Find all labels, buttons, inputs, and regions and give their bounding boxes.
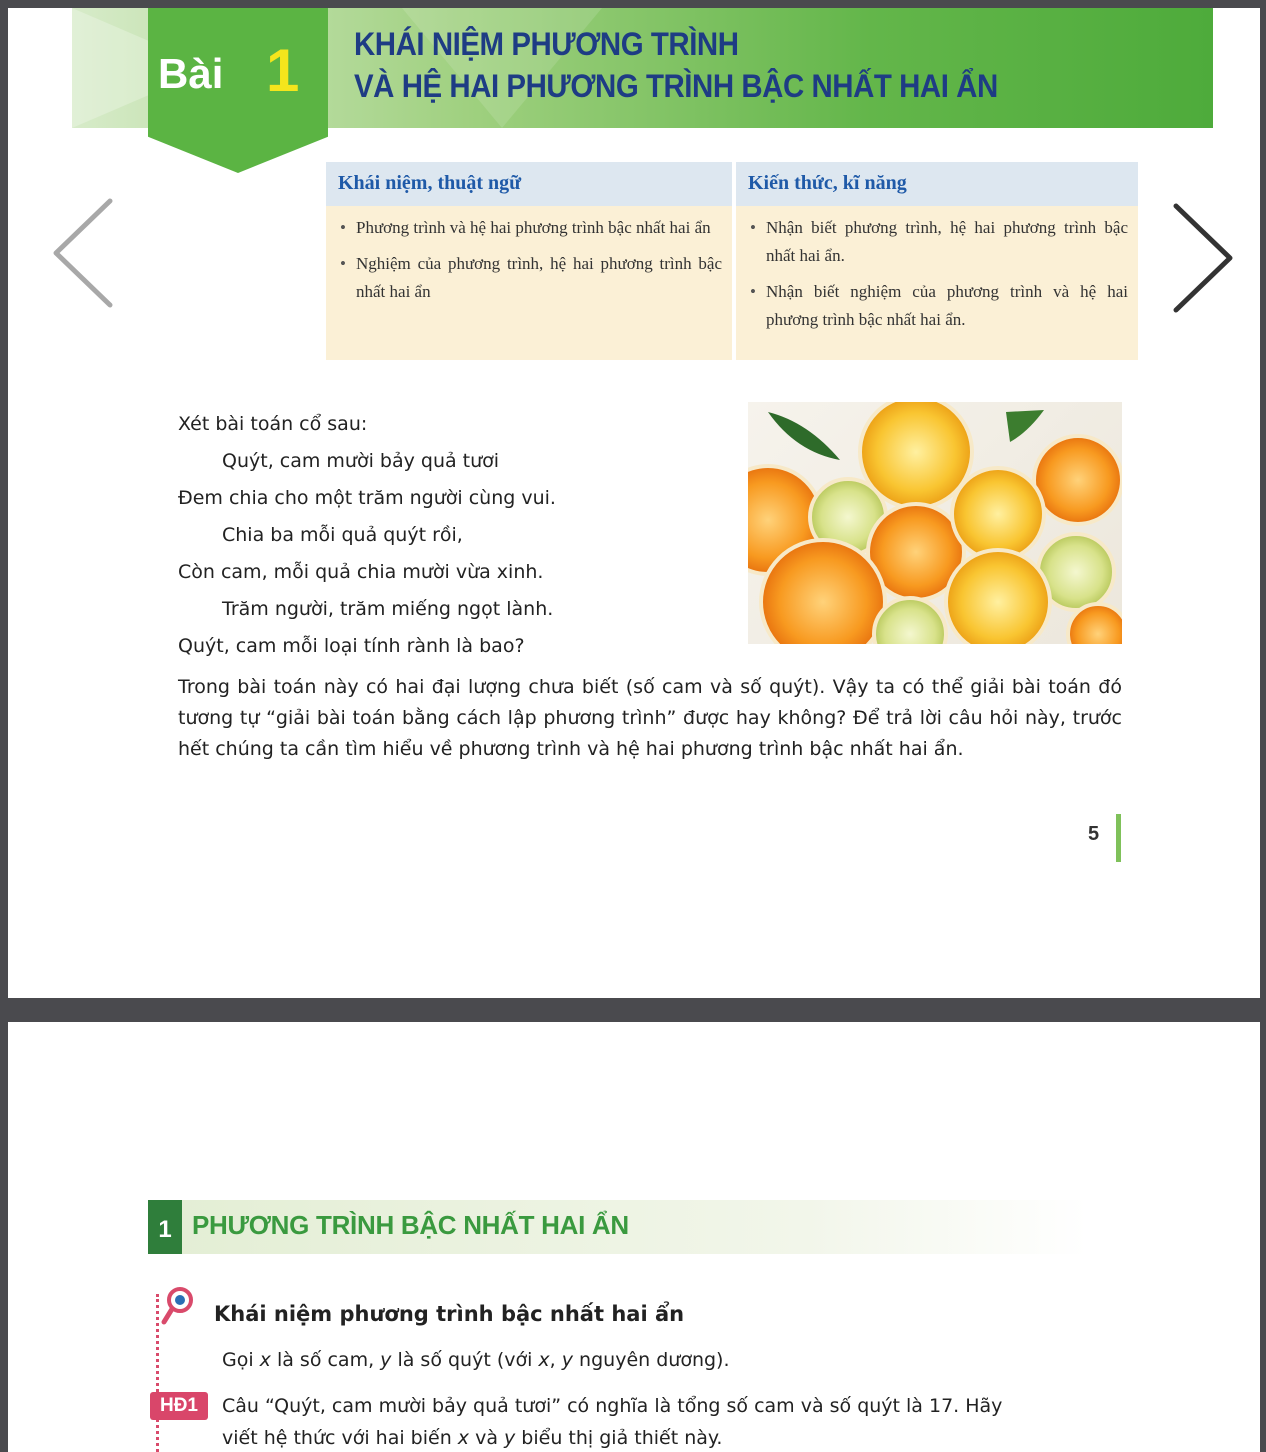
lesson-label-number: 1	[266, 37, 300, 104]
definition-line: Gọi x là số cam, y là số quýt (với x, y nguyên dương).	[222, 1349, 730, 1371]
activity-text-line-1: Câu “Quýt, cam mười bảy quả tươi” có nghĩa là tổng số cam và số quýt là 17. Hãy	[222, 1395, 1003, 1417]
poem-line: Quýt, cam mỗi loại tính rành là bao?	[178, 635, 525, 657]
objectives-skills	[732, 162, 1138, 360]
section-number: 1	[148, 1200, 182, 1254]
objectives-skills-header: Kiến thức, kĩ năng	[736, 162, 1138, 206]
page-1	[8, 8, 1260, 998]
objective-item: • Nhận biết phương trình, hệ hai phương trình bậc nhất hai ẩn.	[748, 214, 1128, 270]
activity-badge: HĐ1	[150, 1392, 208, 1420]
poem-line: Trăm người, trăm miếng ngọt lành.	[222, 598, 554, 620]
objectives-concepts-header: Khái niệm, thuật ngữ	[326, 162, 732, 206]
objectives-table	[326, 162, 1138, 360]
page-number: 5	[1088, 823, 1100, 845]
chevron-left-icon[interactable]	[48, 193, 118, 313]
poem-line: Quýt, cam mười bảy quả tươi	[222, 450, 500, 472]
objectives-concepts	[326, 162, 732, 360]
activity-text-line-2: viết hệ thức với hai biến x và y biểu thị giả thiết này.	[222, 1427, 723, 1449]
poem-line: Còn cam, mỗi quả chia mười vừa xinh.	[178, 561, 544, 583]
lesson-title-line-2: VÀ HỆ HAI PHƯƠNG TRÌNH BẬC NHẤT HAI ẨN	[354, 68, 998, 104]
objective-item: • Nhận biết nghiệm của phương trình và hệ hai phương trình bậc nhất hai ẩn.	[748, 278, 1128, 334]
lesson-title-line-1: KHÁI NIỆM PHƯƠNG TRÌNH	[354, 26, 739, 62]
lesson-label-word: Bài	[158, 50, 224, 97]
intro-poem	[178, 406, 738, 665]
objective-item: • Nghiệm của phương trình, hệ hai phương trình bậc nhất hai ẩn	[338, 250, 722, 306]
poem-line: Chia ba mỗi quả quýt rồi,	[222, 524, 463, 546]
citrus-fruit-image	[748, 402, 1122, 644]
objective-item: • Phương trình và hệ hai phương trình bậc nhất hai ẩn	[338, 214, 722, 242]
page-number-bar	[1116, 814, 1121, 862]
chevron-right-icon[interactable]	[1168, 198, 1238, 318]
page-2	[8, 1022, 1260, 1452]
magnifier-icon	[158, 1284, 198, 1328]
concept-title: Khái niệm phương trình bậc nhất hai ẩn	[214, 1302, 685, 1326]
intro-lead: Xét bài toán cổ sau:	[178, 413, 368, 435]
poem-line: Đem chia cho một trăm người cùng vui.	[178, 487, 556, 509]
intro-paragraph: Trong bài toán này có hai đại lượng chưa biết (số cam và số quýt). Vậy ta có thể giải bài toán đó tương tự “giải bài toán bằng cách lập phương trình” được hay không? Để trả lời câu hỏi này, trước hết chúng ta cần tìm hiểu về phương trình và hệ hai phương trình bậc nhất hai ẩn.	[178, 676, 1122, 760]
section-title: PHƯƠNG TRÌNH BẬC NHẤT HAI ẨN	[192, 1210, 629, 1240]
